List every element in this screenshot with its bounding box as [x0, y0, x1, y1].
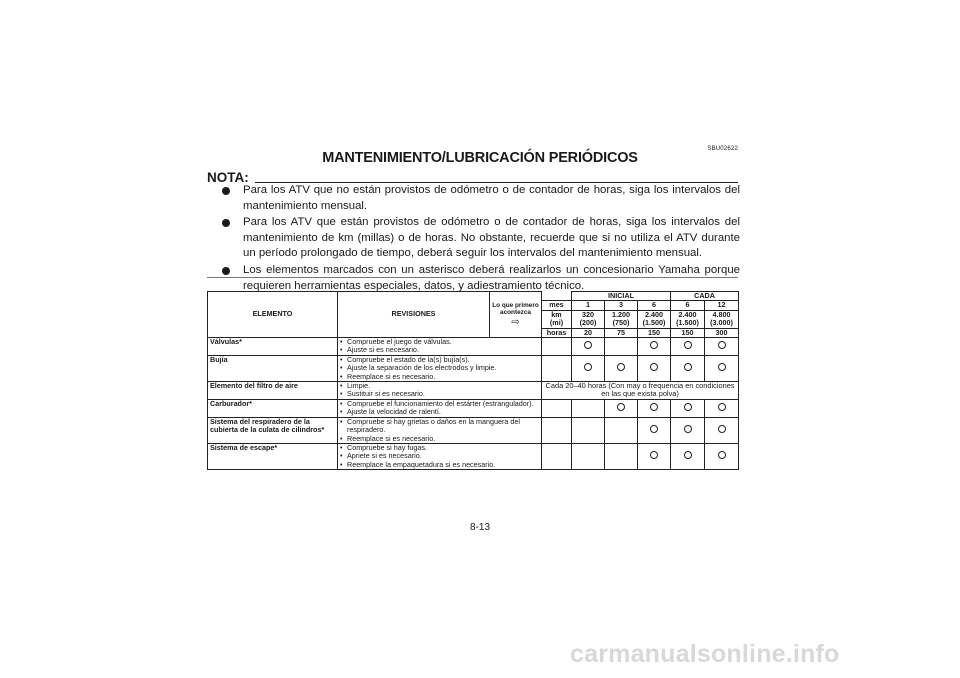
- cell-revisiones: [338, 338, 542, 356]
- nota-bullet-text: Para los ATV que están provistos de odómetro o de contador de horas, siga los intervalos del mantenimiento de km (millas) o de horas. No obstante, recuerde que si no utiliza el ATV durante un período prolongado de tiempo, deberá seguir los intervalos del mantenimiento mensual.: [243, 216, 740, 260]
- interval-mark-cell: [638, 338, 671, 356]
- table-row: [208, 443, 739, 469]
- mi-value: (200): [579, 318, 597, 328]
- circle-mark-icon: [684, 425, 692, 433]
- interval-mark-cell: [605, 443, 638, 469]
- cell-elemento: Carburador*: [208, 399, 338, 417]
- interval-km: [638, 310, 671, 328]
- watermark: carmanualsonline.info: [570, 640, 840, 668]
- revision-item: • Compruebe el funcionamiento del estárter (estrangulador).: [340, 400, 539, 408]
- revision-item: • Compruebe si hay fugas.: [340, 444, 539, 452]
- revision-item: • Ajuste la velocidad de ralentí.: [340, 408, 539, 416]
- cell-revisiones: [338, 382, 542, 400]
- circle-mark-icon: [718, 451, 726, 459]
- header-cada: CADA: [671, 292, 739, 301]
- interval-mark-cell: [705, 417, 739, 443]
- circle-mark-icon: [650, 403, 658, 411]
- interval-note: Cada 20–40 horas (Con may o frequencia en condiciones en las que exista polva): [542, 382, 739, 400]
- interval-km: [705, 310, 739, 328]
- interval-horas: 150: [638, 328, 671, 337]
- interval-mark-cell: [638, 443, 671, 469]
- nota-bullet: [222, 215, 740, 262]
- revision-item: • Compruebe el estado de la(s) bujía(s).: [340, 356, 539, 364]
- cell-empty: [542, 443, 572, 469]
- circle-mark-icon: [718, 363, 726, 371]
- table-row: [208, 338, 739, 356]
- interval-mark-cell: [705, 355, 739, 381]
- interval-mark-cell: [671, 443, 705, 469]
- page-title: MANTENIMIENTO/LUBRICACIÓN PERIÓDICOS: [322, 150, 638, 166]
- circle-mark-icon: [584, 341, 592, 349]
- bullet-dot-icon: [222, 219, 230, 227]
- interval-mark-cell: [605, 355, 638, 381]
- interval-mark-cell: [705, 338, 739, 356]
- header-inicial: INICIAL: [572, 292, 671, 301]
- cell-empty: [542, 355, 572, 381]
- mi-value: (3.000): [710, 318, 733, 328]
- unit-km: km (mi): [542, 310, 572, 328]
- circle-mark-icon: [684, 363, 692, 371]
- revision-item: • Ajuste si es necesario.: [340, 346, 539, 354]
- km-value: 4.800: [712, 309, 731, 319]
- cell-empty: [542, 417, 572, 443]
- maintenance-table: [207, 291, 739, 470]
- document-code: SBU02622: [707, 146, 738, 152]
- interval-mes: 6: [671, 301, 705, 310]
- nota-bullet: [222, 183, 740, 214]
- circle-mark-icon: [650, 425, 658, 433]
- km-value: 320: [582, 309, 594, 319]
- cell-elemento: Elemento del filtro de aire: [208, 382, 338, 400]
- interval-mark-cell: [572, 338, 605, 356]
- header-elemento: ELEMENTO: [208, 292, 338, 338]
- header-first-occurs: [490, 292, 542, 338]
- revision-item: • Ajuste la separación de los electrodos y limpie.: [340, 364, 539, 372]
- revision-item: • Apriete si es necesario.: [340, 452, 539, 460]
- interval-mark-cell: [671, 399, 705, 417]
- arrow-right-icon: ⇨: [511, 316, 520, 328]
- cell-elemento: Sistema de escape*: [208, 443, 338, 469]
- header-revisiones: REVISIONES: [338, 292, 490, 338]
- circle-mark-icon: [718, 403, 726, 411]
- mi-value: (1.500): [676, 318, 699, 328]
- interval-mes: 3: [605, 301, 638, 310]
- km-value: 2.400: [645, 309, 663, 319]
- interval-mes: 12: [705, 301, 739, 310]
- nota-bullet-text: Para los ATV que no están provistos de odómetro o de contador de horas, siga los intervalos del mantenimiento mensual.: [243, 184, 740, 212]
- interval-horas: 150: [671, 328, 705, 337]
- cell-elemento: Bujía: [208, 355, 338, 381]
- interval-mark-cell: [638, 355, 671, 381]
- circle-mark-icon: [684, 403, 692, 411]
- interval-mark-cell: [638, 399, 671, 417]
- table-row: [208, 382, 739, 400]
- revision-item: • Compruebe el juego de válvulas.: [340, 338, 539, 346]
- circle-mark-icon: [718, 341, 726, 349]
- revision-item: • Reemplace si es necesario.: [340, 373, 539, 381]
- nota-label: NOTA:: [207, 170, 249, 185]
- km-value: 1.200: [612, 309, 630, 319]
- circle-mark-icon: [650, 341, 658, 349]
- cell-revisiones: [338, 417, 542, 443]
- nota-bullet: [222, 263, 740, 294]
- circle-mark-icon: [584, 363, 592, 371]
- circle-mark-icon: [650, 451, 658, 459]
- circle-mark-icon: [684, 341, 692, 349]
- interval-mark-cell: [605, 399, 638, 417]
- interval-mes: 6: [638, 301, 671, 310]
- interval-mes: 1: [572, 301, 605, 310]
- cell-empty: [542, 338, 572, 356]
- interval-mark-cell: [705, 399, 739, 417]
- interval-horas: 20: [572, 328, 605, 337]
- interval-horas: 300: [705, 328, 739, 337]
- circle-mark-icon: [718, 425, 726, 433]
- bullet-dot-icon: [222, 267, 230, 275]
- cell-revisiones: [338, 399, 542, 417]
- revision-item: • Reemplace la empaquetadura si es necesario.: [340, 461, 539, 469]
- revision-item: • Reemplace si es necesario.: [340, 435, 539, 443]
- interval-km: [572, 310, 605, 328]
- unit-horas: horas: [542, 328, 572, 337]
- mi-value: (1.500): [642, 318, 666, 328]
- cell-revisiones: [338, 355, 542, 381]
- revision-item: • Compruebe si hay grietas o daños en la manguera del respiradero.: [340, 418, 539, 435]
- first-occurs-text: Lo que primero acontezca: [492, 301, 539, 316]
- revision-item: • Sustituir si es necesario.: [340, 390, 539, 398]
- table-row: [208, 355, 739, 381]
- interval-mark-cell: [572, 417, 605, 443]
- nota-end-rule: [207, 277, 738, 278]
- maintenance-table-body: [208, 338, 739, 470]
- nota-bullet-list: [222, 183, 740, 295]
- interval-mark-cell: [605, 338, 638, 356]
- interval-mark-cell: [572, 399, 605, 417]
- cell-elemento: Válvulas*: [208, 338, 338, 356]
- circle-mark-icon: [617, 363, 625, 371]
- circle-mark-icon: [684, 451, 692, 459]
- circle-mark-icon: [617, 403, 625, 411]
- interval-mark-cell: [638, 417, 671, 443]
- page-number: 8-13: [469, 522, 490, 533]
- interval-mark-cell: [671, 338, 705, 356]
- table-row: [208, 399, 739, 417]
- interval-mark-cell: [572, 443, 605, 469]
- interval-mark-cell: [671, 417, 705, 443]
- cell-revisiones: [338, 443, 542, 469]
- interval-mark-cell: [572, 355, 605, 381]
- revision-item: • Limpie.: [340, 382, 539, 390]
- interval-mark-cell: [705, 443, 739, 469]
- table-row: [208, 417, 739, 443]
- cell-empty: [542, 399, 572, 417]
- km-value: 2.400: [678, 309, 697, 319]
- cell-elemento: Sistema del respiradero de la cubierta de la culata de cilindros*: [208, 417, 338, 443]
- interval-km: [605, 310, 638, 328]
- interval-mark-cell: [671, 355, 705, 381]
- interval-mark-cell: [605, 417, 638, 443]
- interval-km: [671, 310, 705, 328]
- circle-mark-icon: [650, 363, 658, 371]
- bullet-dot-icon: [222, 187, 230, 195]
- interval-horas: 75: [605, 328, 638, 337]
- nota-bullet-text: Los elementos marcados con un asterisco deberá realizarlos un concesionario Yamaha porque requieren herramientas especiales, datos, y adiestramiento técnico.: [243, 263, 740, 292]
- unit-mes: mes: [542, 301, 572, 310]
- mi-value: (750): [612, 318, 630, 328]
